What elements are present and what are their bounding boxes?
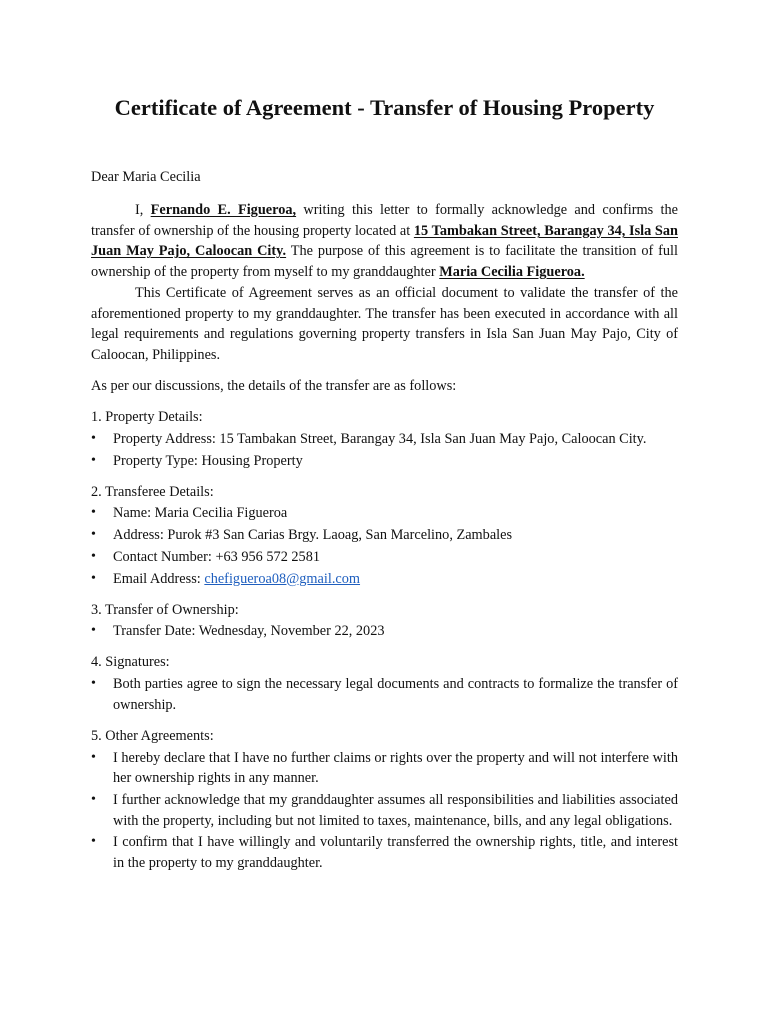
- salutation: Dear Maria Cecilia: [91, 169, 201, 185]
- grantee-name: Maria Cecilia Figueroa.: [439, 264, 585, 281]
- bullet-list: [91, 674, 678, 715]
- section-heading: 1. Property Details:: [91, 409, 203, 426]
- bullet-list: [91, 621, 678, 642]
- email-link[interactable]: chefigueroa08@gmail.com: [204, 570, 361, 587]
- paragraph-text: I,: [135, 202, 151, 218]
- list-item: • Property Address: 15 Tambakan Street, Barangay 34, Isla San Juan May Pajo, Caloocan City.: [91, 429, 678, 450]
- list-item: • I hereby declare that I have no further claims or rights over the property and will not interfere with her ownership rights in any manner.: [91, 748, 678, 789]
- list-item: • Address: Purok #3 San Carias Brgy. Laoag, San Marcelino, Zambales: [91, 525, 678, 546]
- grantor-name: Fernando E. Figueroa,: [150, 202, 297, 218]
- list-item: • Name: Maria Cecilia Figueroa: [91, 503, 678, 524]
- list-item: [91, 569, 678, 590]
- email-label: Email Address:: [113, 570, 205, 587]
- list-item: • Transfer Date: Wednesday, November 22, 2023: [91, 621, 678, 642]
- list-item: • I further acknowledge that my granddaughter assumes all responsibilities and liabilities associated with the property, including but not limited to taxes, maintenance, bills, and any legal obligations.: [91, 790, 678, 831]
- bullet-list: [91, 748, 678, 874]
- list-item: • Contact Number: +63 956 572 2581: [91, 547, 678, 568]
- section-transferee-details: [91, 482, 678, 590]
- section-transfer-of-ownership: [91, 600, 678, 642]
- section-heading: 4. Signatures:: [91, 654, 170, 671]
- section-property-details: [91, 407, 678, 471]
- list-item: • I confirm that I have willingly and voluntarily transferred the ownership rights, title, and interest in the property to my granddaughter.: [91, 832, 678, 873]
- paragraph-text: writing this letter to formally acknowledge and confirms the transfer of ownership of the housing property located at: [91, 202, 678, 239]
- section-heading: 5. Other Agreements:: [91, 727, 214, 744]
- bullet-list: [91, 429, 678, 471]
- document-title: Certificate of Agreement - Transfer of Housing Property: [114, 95, 655, 120]
- bullet-list: [91, 503, 678, 589]
- paragraph-acknowledgement: [91, 200, 678, 283]
- section-heading: 3. Transfer of Ownership:: [91, 601, 239, 618]
- section-other-agreements: [91, 726, 678, 874]
- details-intro: As per our discussions, the details of the transfer are as follows:: [91, 378, 457, 395]
- list-item: • Both parties agree to sign the necessary legal documents and contracts to formalize the transfer of ownership.: [91, 674, 678, 715]
- paragraph-validation: This Certificate of Agreement serves as an official document to validate the transfer of the aforementioned property to my granddaughter. The transfer has been executed in accordance with all legal requirements and regulations governing property transfers in Isla San Juan May Pajo, City of Caloocan, Philippines.: [91, 284, 678, 363]
- list-item: • Property Type: Housing Property: [91, 451, 678, 472]
- paragraph-text: The purpose of this agreement is to facilitate the transition of full ownership of the property from myself to my granddaughter: [91, 243, 678, 281]
- property-address-highlight: 15 Tambakan Street, Barangay 34, Isla San Juan May Pajo, Caloocan City.: [91, 222, 678, 260]
- section-heading: 2. Transferee Details:: [91, 483, 214, 500]
- section-signatures: [91, 652, 678, 715]
